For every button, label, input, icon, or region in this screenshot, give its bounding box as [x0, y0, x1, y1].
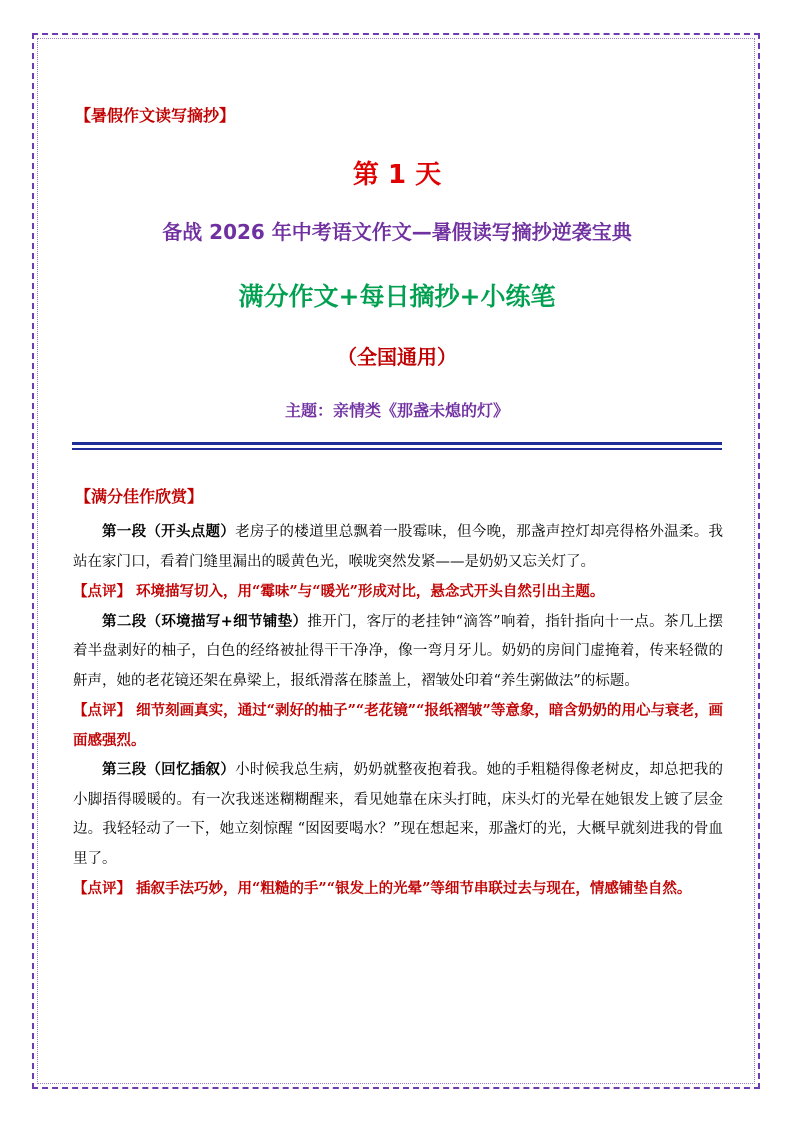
paragraph-2-text: 推开门，客厅的老挂钟“滴答”响着，指针指向十一点。茶几上摆着半盘剥好的柚子，白色的经络被扯得干干净净，像一弯月牙儿。奶奶的房间门虚掩着，传来轻微的鼾声，她的老花镜还架在鼻梁上，报纸滑落在膝盖上，褶皱处印着“养生粥做法”的标题。 [73, 613, 723, 689]
comment-1: 【点评】 环境描写切入，用“霉味”与“暖光”形成对比，悬念式开头自然引出主题。 [73, 583, 605, 600]
essay-content [73, 517, 723, 904]
paragraph-2 [73, 607, 723, 697]
title-divider-top [72, 442, 722, 445]
title-divider-bottom [72, 448, 722, 450]
series-tag: 【暑假作文读写摘抄】 [75, 106, 236, 125]
paragraph-2-lead: 第二段（环境描写+细节铺垫） [102, 612, 308, 630]
paragraph-3 [73, 755, 723, 874]
theme-label: 主题：亲情类《那盏未熄的灯》 [284, 401, 509, 420]
day-title: 第 1 天 [352, 160, 442, 190]
paragraph-3-lead: 第三段（回忆插叙） [102, 761, 236, 778]
paragraph-1-text: 老房子的楼道里总飘着一股霉味，但今晚，那盏声控灯却亮得格外温柔。我站在家门口，看着门缝里漏出的暖黄色光，喉咙突然发紧——是奶奶又忘关灯了。 [73, 524, 724, 570]
main-title: 备战 2026 年中考语文作文—暑假读写摘抄逆袭宝典 [162, 220, 632, 244]
comment-2: 【点评】 细节刻画真实，通过“剥好的柚子”“老花镜”“报纸褶皱”等意象，暗含奶奶的用心与衰老，画面感强烈。 [73, 702, 723, 749]
paragraph-1 [73, 517, 723, 577]
paragraph-3-text: 小时候我总生病，奶奶就整夜抱着我。她的手粗糙得像老树皮，却总把我的小脚捂得暖暖的。有一次我迷迷糊糊醒来，看见她靠在床头打盹，床头灯的光晕在她银发上镀了层金边。我轻轻动了一下，她立刻惊醒 “囡囡要喝水？”现在想起来，那盏灯的光，大概早就刻进我的骨血里了。 [73, 762, 724, 867]
comment-3: 【点评】 插叙手法巧妙，用“粗糙的手”“银发上的光晕”等细节串联过去与现在，情感铺垫自然。 [73, 880, 692, 897]
section-heading: 【满分佳作欣赏】 [75, 487, 204, 506]
scope-label: （全国通用） [337, 345, 457, 369]
subtitle: 满分作文+每日摘抄+小练笔 [238, 282, 556, 311]
paragraph-1-lead: 第一段（开头点题） [102, 523, 236, 540]
